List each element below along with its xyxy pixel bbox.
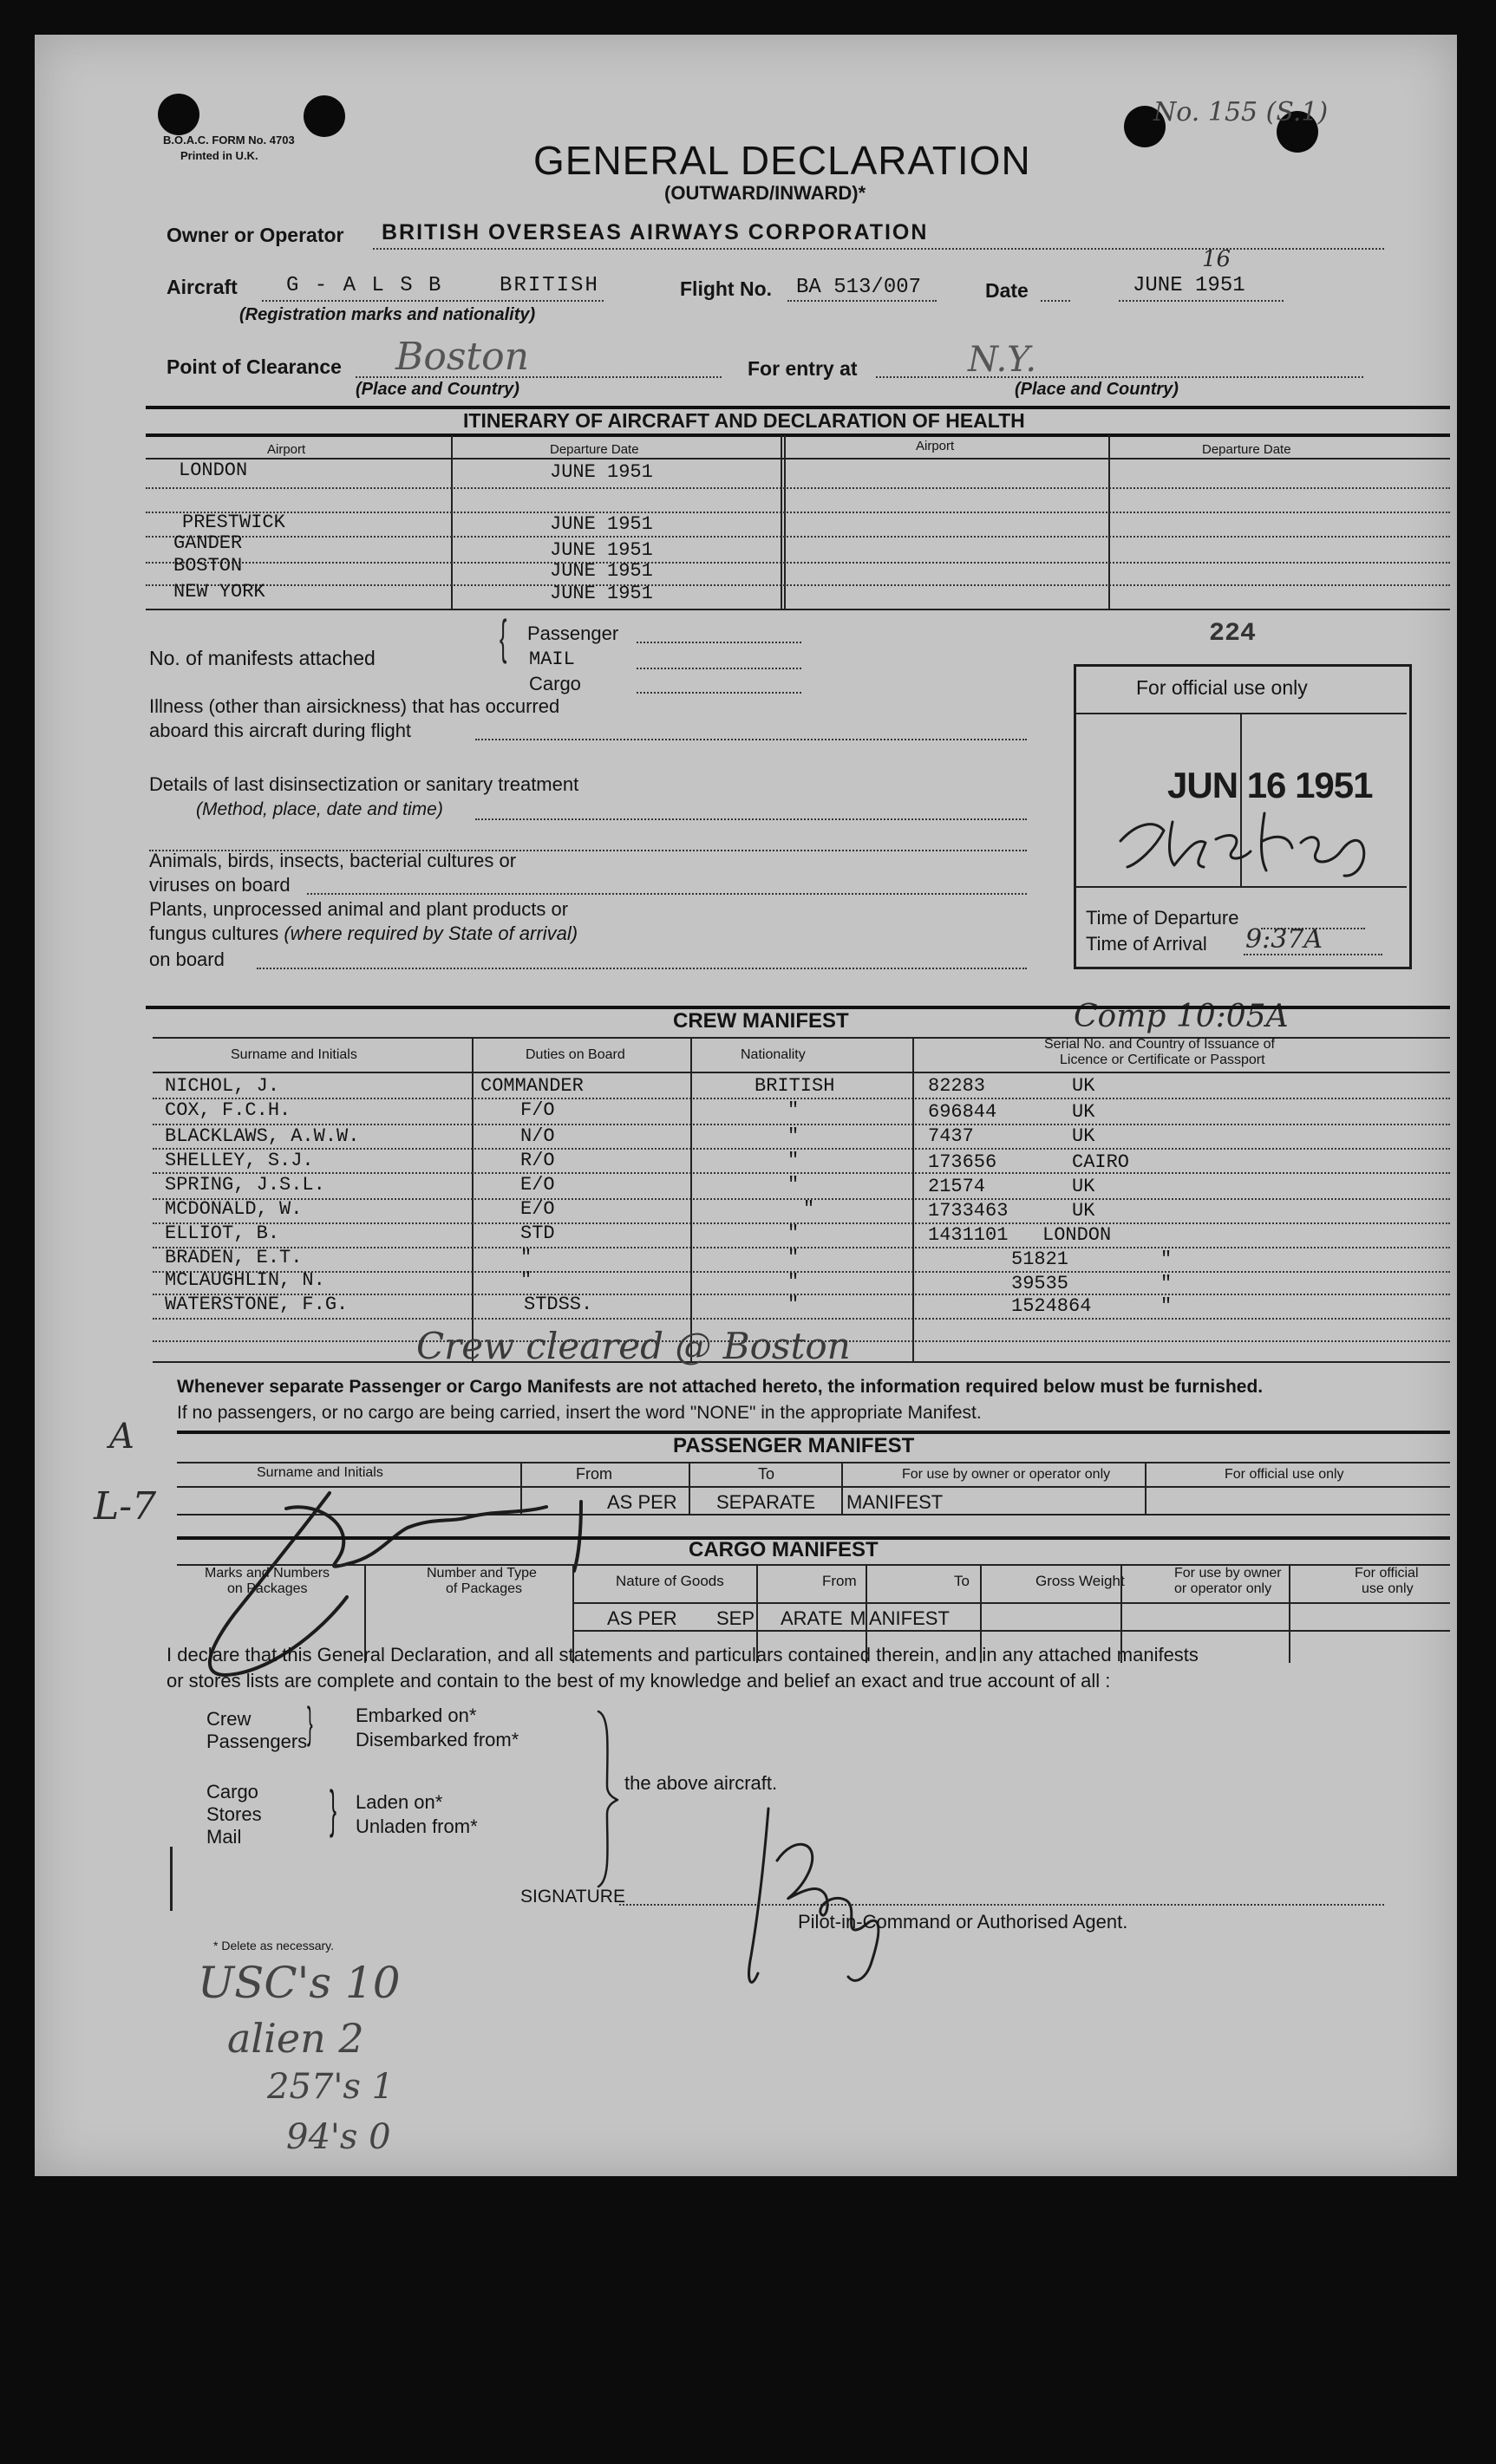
crew-country: UK bbox=[1072, 1200, 1095, 1222]
crew-col-surname: Surname and Initials bbox=[231, 1047, 357, 1062]
passenger-col-official: For official use only bbox=[1225, 1467, 1344, 1482]
cargo-col-owner-2: or operator only bbox=[1174, 1581, 1272, 1596]
tally-line-1: USC's 10 bbox=[198, 1958, 401, 2008]
crew-serial: 1431101 bbox=[928, 1224, 1009, 1246]
itinerary-airport: NEW YORK bbox=[173, 581, 265, 603]
declaration-crew: Crew bbox=[206, 1708, 252, 1730]
crew-duty: STDSS. bbox=[524, 1294, 593, 1315]
itinerary-divider bbox=[784, 435, 786, 609]
itinerary-col-departure: Departure Date bbox=[550, 442, 639, 457]
aircraft-line bbox=[262, 300, 604, 302]
itinerary-date: JUNE 1951 bbox=[550, 461, 653, 483]
crew-country: " bbox=[1160, 1248, 1173, 1270]
pilot-signature bbox=[716, 1800, 916, 1999]
itinerary-divider bbox=[1108, 435, 1110, 609]
crew-country: UK bbox=[1072, 1125, 1095, 1147]
arrival-line bbox=[1244, 954, 1382, 955]
itinerary-airport: BOSTON bbox=[173, 555, 243, 577]
passenger-col-owner: For use by owner or operator only bbox=[902, 1467, 1111, 1482]
flight-value: BA 513/007 bbox=[796, 276, 922, 299]
date-value: JUNE 1951 bbox=[1133, 274, 1245, 297]
page-title: GENERAL DECLARATION bbox=[533, 138, 1031, 183]
crew-serial: 21574 bbox=[928, 1176, 986, 1197]
cargo-col-nature: Nature of Goods bbox=[616, 1573, 724, 1589]
manifests-brace: { bbox=[500, 609, 507, 664]
crew-row-line bbox=[153, 1222, 1450, 1224]
cargo-col-number-1: Number and Type bbox=[427, 1566, 537, 1581]
itinerary-row-line bbox=[146, 536, 1450, 538]
crew-serial: 51821 bbox=[1011, 1248, 1069, 1270]
disinsect-line bbox=[475, 818, 1027, 820]
plants-line-3: on board bbox=[149, 948, 225, 970]
crew-row-line bbox=[153, 1098, 1450, 1099]
flight-label: Flight No. bbox=[680, 277, 773, 300]
manifest-cargo: Cargo bbox=[529, 673, 581, 694]
itinerary-date: JUNE 1951 bbox=[550, 583, 653, 604]
flight-line bbox=[787, 300, 937, 302]
aircraft-value: G - A L S B BRITISH bbox=[286, 274, 599, 297]
itinerary-col-rule bbox=[146, 458, 1450, 460]
crew-nationality: " bbox=[787, 1222, 800, 1244]
official-use-rule bbox=[1075, 886, 1407, 888]
punch-hole bbox=[304, 95, 345, 137]
crew-duty: F/O bbox=[520, 1099, 555, 1121]
cargo-col-official-1: For official bbox=[1355, 1566, 1419, 1581]
crew-row-line bbox=[153, 1247, 1450, 1248]
cargo-divider bbox=[1289, 1566, 1290, 1663]
crew-name: MCDONALD, W. bbox=[165, 1198, 303, 1220]
crew-name: BLACKLAWS, A.W.W. bbox=[165, 1125, 360, 1147]
animals-line-2: viruses on board bbox=[149, 874, 291, 896]
manifests-label: No. of manifests attached bbox=[149, 647, 376, 669]
itinerary-airport: LONDON bbox=[179, 460, 248, 481]
clearance-note: (Place and Country) bbox=[356, 380, 519, 399]
declaration-big-brace bbox=[593, 1708, 619, 1890]
official-signature bbox=[1103, 787, 1415, 883]
tally-line-2: alien 2 bbox=[227, 2015, 364, 2062]
date-label: Date bbox=[985, 279, 1029, 302]
crew-row-line bbox=[153, 1198, 1450, 1200]
crew-serial: 696844 bbox=[928, 1101, 997, 1123]
itinerary-header-rule bbox=[146, 433, 1450, 437]
margin-note-l: L-7 bbox=[94, 1484, 157, 1529]
crew-name: NICHOL, J. bbox=[165, 1075, 280, 1097]
tally-line-4: 94's 0 bbox=[286, 2117, 391, 2157]
tally-line-3: 257's 1 bbox=[267, 2067, 395, 2107]
page-subtitle: (OUTWARD/INWARD)* bbox=[664, 182, 866, 204]
crew-country: UK bbox=[1072, 1101, 1095, 1123]
comp-note: Comp 10:05A bbox=[1074, 999, 1289, 1034]
cargo-val-from: SEP bbox=[716, 1607, 755, 1629]
illness-line bbox=[475, 739, 1027, 740]
crew-col-serial-1: Serial No. and Country of Issuance of bbox=[1044, 1037, 1275, 1052]
passenger-divider bbox=[841, 1463, 843, 1514]
itinerary-row-line bbox=[146, 487, 1450, 489]
crew-col-serial-2: Licence or Certificate or Passport bbox=[1060, 1053, 1265, 1067]
owner-line bbox=[373, 248, 1384, 250]
crew-row-line bbox=[153, 1148, 1450, 1150]
clearance-value: Boston bbox=[395, 335, 529, 379]
disinsect-line-2: (Method, place, date and time) bbox=[196, 799, 443, 819]
cargo-col-from: From bbox=[822, 1573, 857, 1589]
registration-note: (Registration marks and nationality) bbox=[239, 305, 536, 324]
owner-label: Owner or Operator bbox=[167, 224, 344, 246]
plants-line-2b: (where required by State of arrival) bbox=[284, 922, 578, 944]
crew-row-line bbox=[153, 1172, 1450, 1174]
date-day-handwritten: 16 bbox=[1202, 246, 1231, 272]
crew-country: " bbox=[1160, 1273, 1173, 1294]
itinerary-row-line bbox=[146, 512, 1450, 513]
manifest-passenger: Passenger bbox=[527, 623, 619, 644]
plants-line bbox=[257, 968, 1027, 969]
entry-line bbox=[876, 376, 1363, 378]
cargo-col-owner-1: For use by owner bbox=[1174, 1566, 1282, 1581]
crew-title: CREW MANIFEST bbox=[673, 1009, 849, 1033]
passenger-col-from: From bbox=[576, 1465, 612, 1483]
crew-serial: 173656 bbox=[928, 1151, 997, 1173]
animals-line-1: Animals, birds, insects, bacterial cultures or bbox=[149, 850, 517, 871]
itinerary-bottom-rule bbox=[146, 609, 1450, 610]
crew-nationality: " bbox=[803, 1198, 815, 1220]
form-printed: Printed in U.K. bbox=[180, 149, 258, 162]
crew-duty: E/O bbox=[520, 1198, 555, 1220]
passenger-divider bbox=[689, 1463, 690, 1514]
cargo-val-to-2: ANIFEST bbox=[869, 1607, 950, 1629]
itinerary-date: JUNE 1951 bbox=[550, 539, 653, 561]
itinerary-divider bbox=[781, 435, 782, 609]
crew-serial: 82283 bbox=[928, 1075, 986, 1097]
crew-serial: 1733463 bbox=[928, 1200, 1009, 1222]
cargo-col-marks-1: Marks and Numbers bbox=[205, 1566, 330, 1581]
crew-duty: " bbox=[520, 1247, 532, 1268]
crew-duty: " bbox=[520, 1269, 532, 1291]
passenger-val-to: SEPARATE bbox=[716, 1491, 816, 1513]
declaration-laden: Laden on* bbox=[356, 1791, 443, 1813]
crew-serial: 7437 bbox=[928, 1125, 974, 1147]
cargo-val-from-2: ARATE bbox=[781, 1607, 843, 1629]
declaration-unladen: Unladen from* bbox=[356, 1815, 478, 1837]
declaration-mail: Mail bbox=[206, 1826, 242, 1848]
crew-row-line bbox=[153, 1271, 1450, 1273]
passenger-title: PASSENGER MANIFEST bbox=[673, 1434, 915, 1457]
cargo-bottom-rule bbox=[572, 1630, 1450, 1632]
departure-label: Time of Departure bbox=[1086, 907, 1239, 929]
manifest-number: 224 bbox=[1209, 619, 1257, 649]
crew-nationality: " bbox=[787, 1247, 800, 1268]
manifest-mail-line bbox=[637, 668, 801, 669]
crew-name: COX, F.C.H. bbox=[165, 1099, 291, 1121]
declaration-form bbox=[35, 35, 1457, 2176]
passenger-header-rule bbox=[177, 1462, 1450, 1463]
cargo-col-number-2: of Packages bbox=[446, 1581, 523, 1596]
animals-line bbox=[307, 893, 1027, 895]
crew-col-nationality: Nationality bbox=[741, 1047, 806, 1062]
declaration-line-2: or stores lists are complete and contain to the best of my knowledge and belief an exact and true account of all : bbox=[167, 1670, 1111, 1692]
cargo-title: CARGO MANIFEST bbox=[689, 1538, 879, 1561]
crew-name: ELLIOT, B. bbox=[165, 1222, 280, 1244]
date-stamp: JUN 16 1951 bbox=[1167, 765, 1373, 805]
cargo-col-to: To bbox=[954, 1573, 970, 1589]
date-line-a bbox=[1041, 300, 1070, 302]
margin-note-a: A bbox=[109, 1417, 134, 1457]
punch-hole bbox=[158, 94, 199, 135]
disinsect-line-1: Details of last disinsectization or sanitary treatment bbox=[149, 773, 579, 795]
crew-duty: R/O bbox=[520, 1150, 555, 1171]
official-use-title: For official use only bbox=[1136, 676, 1308, 699]
form-ref: B.O.A.C. FORM No. 4703 bbox=[163, 134, 295, 147]
margin-tick bbox=[170, 1847, 173, 1911]
crew-duty: E/O bbox=[520, 1174, 555, 1196]
declaration-cargo: Cargo bbox=[206, 1781, 258, 1802]
crew-row-line bbox=[153, 1318, 1450, 1320]
cargo-col-official-2: use only bbox=[1362, 1581, 1414, 1596]
crew-duty: N/O bbox=[520, 1125, 555, 1147]
crew-nationality: " bbox=[787, 1174, 800, 1196]
crew-name: SPRING, J.S.L. bbox=[165, 1174, 325, 1196]
crew-divider bbox=[690, 1039, 692, 1361]
crew-nationality: " bbox=[787, 1294, 800, 1315]
passenger-col-surname: Surname and Initials bbox=[257, 1465, 383, 1480]
pilot-label: Pilot-in-Command or Authorised Agent. bbox=[798, 1911, 1128, 1933]
itinerary-col-airport: Airport bbox=[267, 442, 306, 457]
cargo-col-weight: Gross Weight bbox=[1035, 1573, 1125, 1589]
itinerary-row-line bbox=[146, 584, 1450, 586]
cargo-col-rule bbox=[572, 1602, 1450, 1604]
passenger-val-from: AS PER bbox=[607, 1491, 677, 1513]
crew-cleared-note: Crew cleared @ Boston bbox=[416, 1325, 851, 1367]
itinerary-row-line bbox=[146, 562, 1450, 564]
crew-col-rule bbox=[153, 1072, 1450, 1073]
itinerary-date: JUNE 1951 bbox=[550, 560, 653, 582]
crew-country: UK bbox=[1072, 1075, 1095, 1097]
plants-line-2a: fungus cultures bbox=[149, 922, 279, 944]
declaration-line-1: I declare that this General Declaration, and all statements and particulars contained therein, and in any attached manifests bbox=[167, 1644, 1199, 1665]
crew-duty: COMMANDER bbox=[480, 1075, 584, 1097]
delete-note: * Delete as necessary. bbox=[213, 1939, 335, 1952]
illness-line-2: aboard this aircraft during flight bbox=[149, 720, 412, 741]
itinerary-title: ITINERARY OF AIRCRAFT AND DECLARATION OF HEALTH bbox=[463, 409, 1025, 432]
crew-name: SHELLEY, S.J. bbox=[165, 1150, 314, 1171]
illness-line-1: Illness (other than airsickness) that has occurred bbox=[149, 695, 560, 717]
crew-name: WATERSTONE, F.G. bbox=[165, 1294, 349, 1315]
itinerary-airport: GANDER bbox=[173, 532, 243, 554]
passenger-divider bbox=[1145, 1463, 1146, 1514]
signature-label: SIGNATURE bbox=[520, 1887, 625, 1907]
crew-country: " bbox=[1160, 1295, 1173, 1317]
manifest-cargo-line bbox=[637, 692, 801, 694]
itinerary-col-departure-2: Departure Date bbox=[1202, 442, 1291, 457]
crew-col-duties: Duties on Board bbox=[526, 1047, 625, 1062]
clearance-label: Point of Clearance bbox=[167, 355, 342, 378]
manifest-mail: MAIL bbox=[529, 649, 575, 670]
declaration-embarked: Embarked on* bbox=[356, 1705, 477, 1726]
declaration-passengers: Passengers bbox=[206, 1731, 308, 1752]
aircraft-label: Aircraft bbox=[167, 276, 238, 298]
itinerary-divider bbox=[451, 435, 453, 609]
arrival-value: 9:37A bbox=[1245, 924, 1323, 955]
crew-country: UK bbox=[1072, 1176, 1095, 1197]
itinerary-airport: PRESTWICK bbox=[182, 512, 285, 533]
manifest-passenger-line bbox=[637, 642, 801, 643]
crew-duty: STD bbox=[520, 1222, 555, 1244]
brace-cargo: } bbox=[330, 1780, 337, 1838]
clearance-line bbox=[356, 376, 722, 378]
declaration-above-aircraft: the above aircraft. bbox=[624, 1772, 778, 1794]
crew-country: LONDON bbox=[1042, 1224, 1112, 1246]
itinerary-col-airport-2: Airport bbox=[916, 439, 955, 453]
itinerary-date: JUNE 1951 bbox=[550, 513, 653, 535]
notice-line-2: If no passengers, or no cargo are being carried, insert the word "NONE" in the appropriate Manifest. bbox=[177, 1403, 982, 1423]
crew-divider bbox=[472, 1039, 474, 1361]
crew-nationality: " bbox=[787, 1099, 800, 1121]
passenger-val-owner: MANIFEST bbox=[846, 1491, 944, 1513]
entry-value: N.Y. bbox=[968, 340, 1037, 380]
passenger-col-to: To bbox=[758, 1465, 775, 1483]
corner-number: No. 155 (S.1) bbox=[1153, 97, 1329, 127]
crew-country: CAIRO bbox=[1072, 1151, 1130, 1173]
entry-note: (Place and Country) bbox=[1015, 380, 1179, 399]
crew-serial: 39535 bbox=[1011, 1273, 1069, 1294]
date-line-b bbox=[1119, 300, 1284, 302]
plants-line-1: Plants, unprocessed animal and plant products or bbox=[149, 898, 569, 920]
crew-name: BRADEN, E.T. bbox=[165, 1247, 303, 1268]
arrival-label: Time of Arrival bbox=[1086, 933, 1207, 955]
crew-nationality: " bbox=[787, 1150, 800, 1171]
crew-nationality: " bbox=[787, 1271, 800, 1293]
cargo-col-marks-2: on Packages bbox=[227, 1581, 308, 1596]
declaration-stores: Stores bbox=[206, 1803, 262, 1825]
crew-nationality: BRITISH bbox=[755, 1075, 835, 1097]
crew-serial: 1524864 bbox=[1011, 1295, 1092, 1317]
crew-name: MCLAUGHLIN, N. bbox=[165, 1269, 325, 1291]
notice-line-1: Whenever separate Passenger or Cargo Manifests are not attached hereto, the information required below must be furnished. bbox=[177, 1377, 1264, 1397]
cargo-val-nature: AS PER bbox=[607, 1607, 677, 1629]
crew-divider bbox=[912, 1039, 914, 1361]
cargo-val-to: M bbox=[850, 1607, 866, 1629]
entry-label: For entry at bbox=[748, 357, 858, 380]
owner-value: BRITISH OVERSEAS AIRWAYS CORPORATION bbox=[382, 220, 929, 244]
crew-nationality: " bbox=[787, 1125, 800, 1147]
declaration-disembarked: Disembarked from* bbox=[356, 1729, 519, 1750]
brace-passengers: } bbox=[307, 1698, 313, 1747]
